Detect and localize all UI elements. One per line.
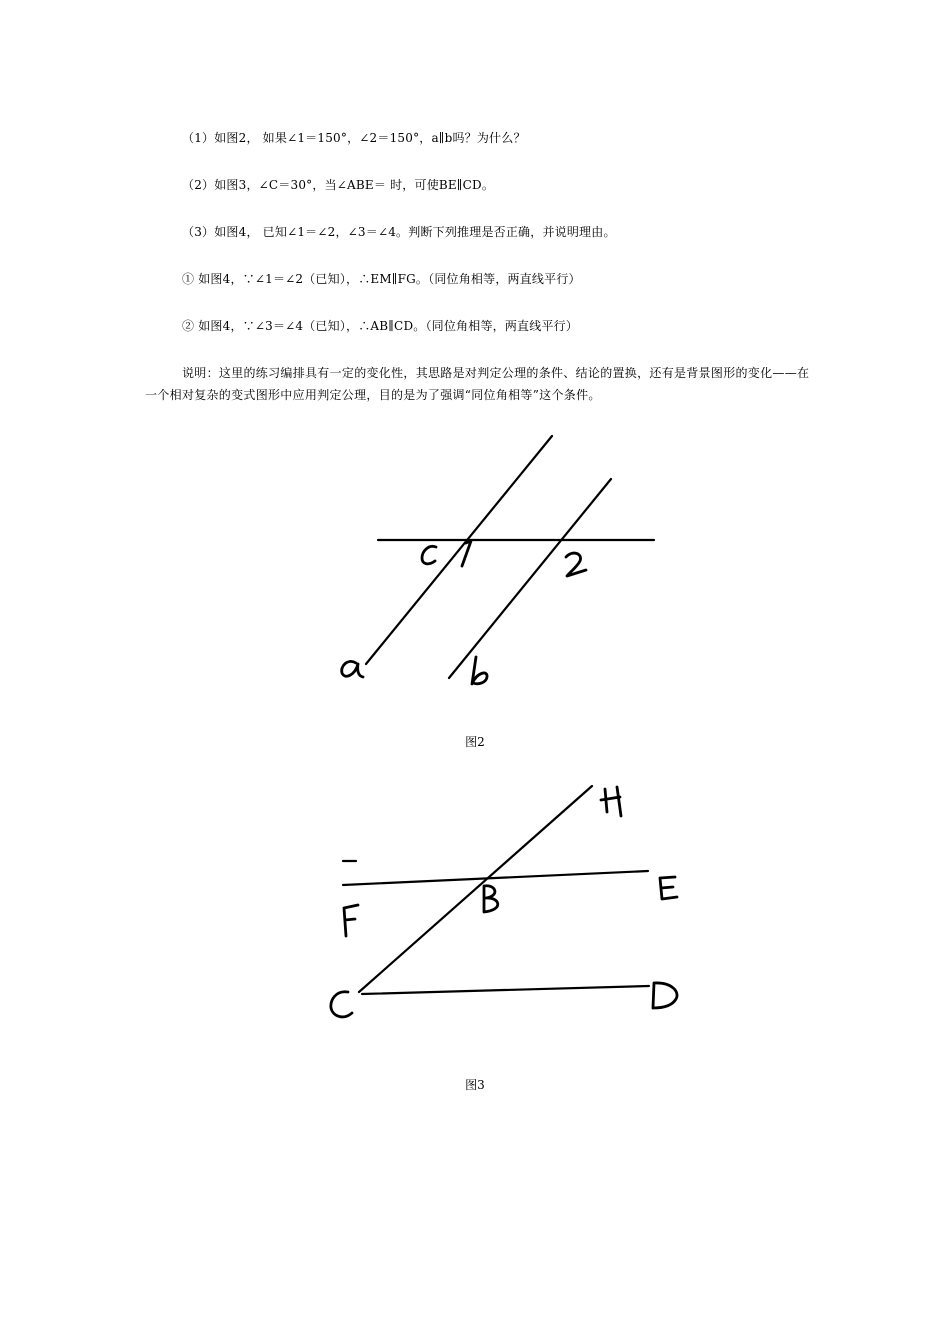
question-2: （2）如图3，∠C＝30°，当∠ABE＝ 时，可使BE∥CD。	[182, 178, 495, 192]
label-h	[601, 787, 621, 816]
line-ca	[359, 786, 592, 992]
question-3: （3）如图4， 已知∠1＝∠2，∠3＝∠4。判断下列推理是否正确，并说明理由。	[182, 225, 616, 239]
figure-3-labels	[331, 787, 677, 1017]
label-e	[660, 877, 677, 899]
label-f	[344, 905, 358, 936]
label-d	[653, 983, 677, 1008]
question-3-item-1: ① 如图4，∵∠1＝∠2（已知），∴EM∥FG。（同位角相等，两直线平行）	[182, 272, 581, 286]
line-fe	[343, 871, 648, 885]
label-c-point	[331, 992, 352, 1017]
question-3-item-2: ② 如图4，∵∠3＝∠4（已知），∴AB∥CD。（同位角相等，两直线平行）	[182, 319, 579, 333]
line-cd	[362, 986, 649, 994]
question-1: （1）如图2， 如果∠1＝150°，∠2＝150°，a∥b吗？为什么？	[182, 131, 526, 145]
label-b-point	[484, 886, 498, 912]
explanation-note: 说明：这里的练习编排具有一定的变化性，其思路是对判定公理的条件、结论的置换，还有是背景图形的变化——在一个相对复杂的变式图形中应用判定公理，目的是为了强调“同位角相等”这个条件。	[145, 366, 810, 402]
figure-2-caption: 图2	[465, 735, 485, 749]
figure-3-caption: 图3	[465, 1078, 485, 1092]
